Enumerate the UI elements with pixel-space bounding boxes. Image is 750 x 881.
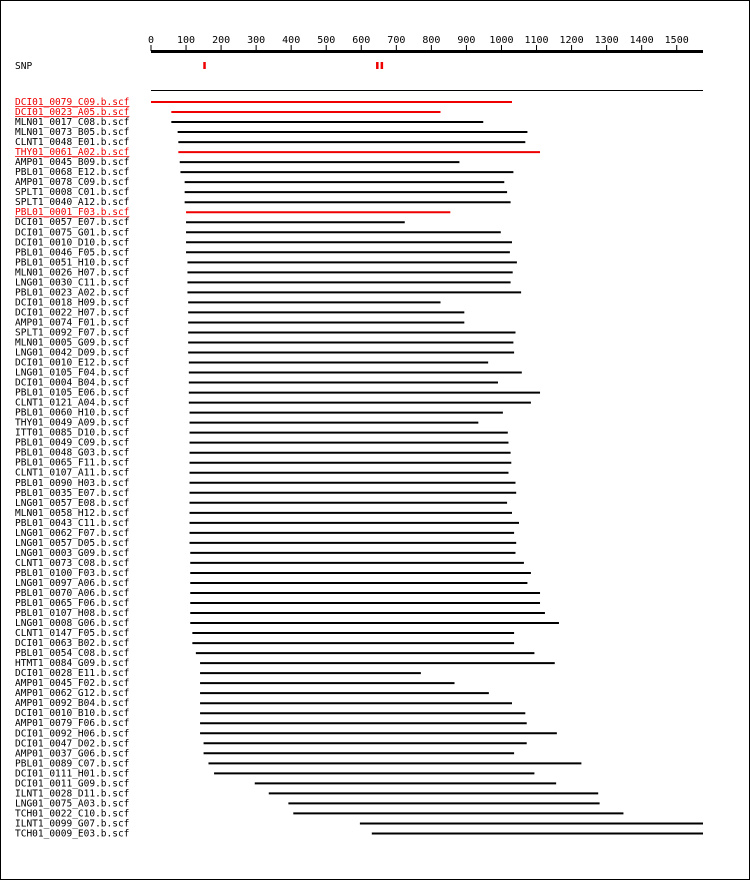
read-name[interactable]: LNG01_0062_F07.b.scf	[15, 527, 130, 539]
read-name[interactable]: LNG01_0105_F04.b.scf	[15, 367, 130, 379]
read-name[interactable]: MLN01_0026_H07.b.scf	[15, 267, 130, 279]
read-name[interactable]: PBL01_0107_H08.b.scf	[15, 608, 130, 620]
read-name[interactable]: LNG01_0030_C11.b.scf	[15, 277, 130, 289]
read-name[interactable]: CLNT1_0107_A11.b.scf	[15, 467, 130, 479]
read-name[interactable]: PBL01_0046_F05.b.scf	[15, 247, 130, 259]
read-name[interactable]: DCI01_0057_E07.b.scf	[15, 217, 130, 229]
axis-tick-label: 200	[212, 35, 231, 46]
axis-tick-label: 500	[317, 35, 336, 46]
read-name[interactable]: ILNT1_0099_G07.b.scf	[15, 818, 130, 830]
read-name[interactable]: MLN01_0017_C08.b.scf	[15, 117, 130, 129]
read-name[interactable]: PBL01_0049_C09.b.scf	[15, 437, 130, 449]
read-name[interactable]: HTMT1_0084_G09.b.scf	[15, 658, 130, 670]
axis-tick-label: 400	[282, 35, 301, 46]
axis-tick-label: 1200	[559, 35, 584, 46]
read-name[interactable]: DCI01_0111_H01.b.scf	[15, 768, 130, 780]
read-name[interactable]: PBL01_0043_C11.b.scf	[15, 517, 130, 529]
axis-tick-label: 1000	[489, 35, 514, 46]
read-name[interactable]: SPLT1_0092_F07.b.scf	[15, 327, 130, 339]
read-name[interactable]: LNG01_0075_A03.b.scf	[15, 798, 130, 810]
read-name[interactable]: DCI01_0075_G01.b.scf	[15, 227, 130, 239]
axis-tick-label: 100	[177, 35, 196, 46]
read-name[interactable]: MLN01_0073_B05.b.scf	[15, 127, 130, 139]
read-name[interactable]: PBL01_0048_G03.b.scf	[15, 447, 130, 459]
read-name[interactable]: DCI01_0011_G09.b.scf	[15, 778, 130, 790]
read-name[interactable]: AMP01_0045_B09.b.scf	[15, 157, 130, 169]
read-name[interactable]: SPLT1_0040_A12.b.scf	[15, 197, 130, 209]
read-name[interactable]: THY01_0061_A02.b.scf	[15, 147, 130, 159]
read-name[interactable]: PBL01_0023_A02.b.scf	[15, 287, 130, 299]
read-name[interactable]: ILNT1_0028_D11.b.scf	[15, 788, 130, 800]
read-name[interactable]: AMP01_0078_C09.b.scf	[15, 177, 130, 189]
axis-tick-label: 1100	[524, 35, 549, 46]
read-name[interactable]: CLNT1_0147_F05.b.scf	[15, 628, 130, 640]
read-name[interactable]: THY01_0049_A09.b.scf	[15, 417, 130, 429]
snp-marker[interactable]	[376, 62, 379, 69]
read-name[interactable]: LNG01_0057_E08.b.scf	[15, 497, 130, 509]
axis-tick-label: 1500	[664, 35, 689, 46]
read-name[interactable]: AMP01_0079_F06.b.scf	[15, 718, 130, 730]
axis-tick-label: 700	[387, 35, 406, 46]
read-name[interactable]: PBL01_0001_F03.b.scf	[15, 207, 130, 219]
read-name[interactable]: LNG01_0042_D09.b.scf	[15, 347, 130, 359]
read-name[interactable]: CLNT1_0048_E01.b.scf	[15, 137, 130, 149]
read-name[interactable]: PBL01_0068_E12.b.scf	[15, 167, 130, 179]
read-name[interactable]: TCH01_0022_C10.b.scf	[15, 808, 130, 820]
read-alignment-diagram	[1, 1, 750, 881]
read-name[interactable]: AMP01_0092_B04.b.scf	[15, 698, 130, 710]
read-name[interactable]: AMP01_0074_F01.b.scf	[15, 317, 130, 329]
read-name[interactable]: SPLT1_0008_C01.b.scf	[15, 187, 130, 199]
read-name[interactable]: DCI01_0063_B02.b.scf	[15, 638, 130, 650]
read-name[interactable]: PBL01_0070_A06.b.scf	[15, 587, 130, 599]
read-name[interactable]: PBL01_0100_F03.b.scf	[15, 567, 130, 579]
snp-label: SNP	[15, 61, 33, 72]
read-name[interactable]: DCI01_0047_D02.b.scf	[15, 738, 130, 750]
read-name[interactable]: LNG01_0008_G06.b.scf	[15, 618, 130, 630]
axis-tick-label: 0	[147, 35, 155, 46]
snp-marker[interactable]	[203, 62, 206, 69]
read-name[interactable]: DCI01_0004_B04.b.scf	[15, 377, 130, 389]
snp-marker[interactable]	[381, 62, 384, 69]
axis-tick-label: 800	[422, 35, 441, 46]
read-name[interactable]: PBL01_0054_C08.b.scf	[15, 648, 130, 660]
axis-tick-label: 600	[352, 35, 371, 46]
read-name[interactable]: MLN01_0005_G09.b.scf	[15, 337, 130, 349]
read-name[interactable]: DCI01_0018_H09.b.scf	[15, 297, 130, 309]
read-name[interactable]: CLNT1_0121_A04.b.scf	[15, 397, 130, 409]
read-name[interactable]: DCI01_0028_E11.b.scf	[15, 668, 130, 680]
read-name[interactable]: MLN01_0058_H12.b.scf	[15, 507, 130, 519]
read-name[interactable]: DCI01_0023_A05.b.scf	[15, 107, 130, 119]
read-name[interactable]: PBL01_0065_F06.b.scf	[15, 598, 130, 609]
read-name[interactable]: CLNT1_0073_C08.b.scf	[15, 557, 130, 569]
read-name[interactable]: PBL01_0089_C07.b.scf	[15, 758, 130, 770]
read-name[interactable]: AMP01_0045_F02.b.scf	[15, 678, 130, 690]
read-name[interactable]: AMP01_0062_G12.b.scf	[15, 688, 130, 700]
axis-tick-label: 1400	[629, 35, 654, 46]
read-name[interactable]: DCI01_0010_B10.b.scf	[15, 708, 130, 720]
read-name[interactable]: DCI01_0022_H07.b.scf	[15, 307, 130, 319]
read-name[interactable]: PBL01_0035_E07.b.scf	[15, 487, 130, 499]
read-name[interactable]: DCI01_0010_E12.b.scf	[15, 357, 130, 369]
read-name[interactable]: PBL01_0060_H10.b.scf	[15, 407, 130, 419]
read-name[interactable]: PBL01_0090_H03.b.scf	[15, 477, 130, 489]
read-name[interactable]: PBL01_0051_H10.b.scf	[15, 257, 130, 269]
read-name[interactable]: LNG01_0003_G09.b.scf	[15, 547, 130, 559]
axis-tick-label: 300	[247, 35, 266, 46]
read-name[interactable]: TCH01_0009_E03.b.scf	[15, 828, 130, 840]
read-name[interactable]: PBL01_0065_F11.b.scf	[15, 457, 130, 469]
read-name[interactable]: ITT01_0085_D10.b.scf	[15, 427, 130, 439]
read-name[interactable]: LNG01_0097_A06.b.scf	[15, 577, 130, 589]
read-name[interactable]: DCI01_0079_C09.b.scf	[15, 97, 130, 108]
read-name[interactable]: DCI01_0010_D10.b.scf	[15, 237, 130, 249]
axis-tick-label: 900	[457, 35, 476, 46]
read-name[interactable]: AMP01_0037_G06.b.scf	[15, 748, 130, 760]
read-name[interactable]: LNG01_0057_D05.b.scf	[15, 537, 130, 549]
read-name[interactable]: DCI01_0092_H06.b.scf	[15, 728, 130, 740]
read-name[interactable]: PBL01_0105_E06.b.scf	[15, 387, 130, 399]
axis-tick-label: 1300	[594, 35, 619, 46]
